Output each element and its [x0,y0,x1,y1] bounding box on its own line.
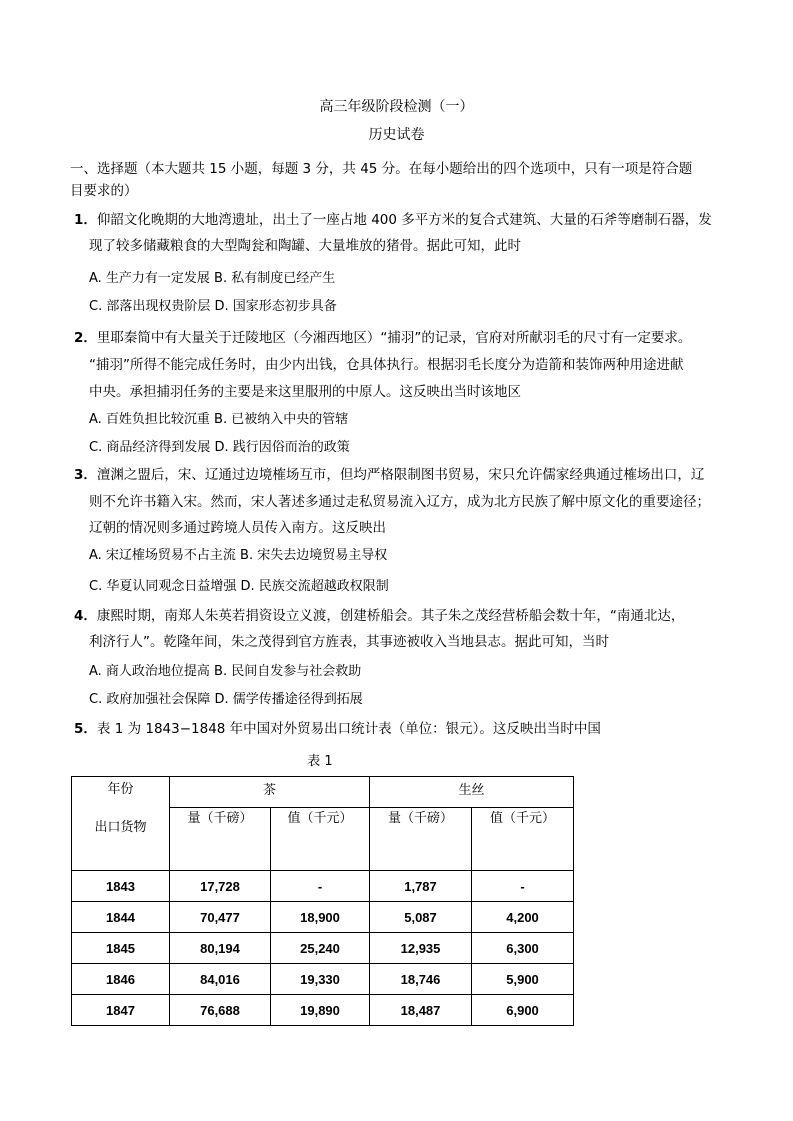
question-number: 1． [74,212,97,228]
table-cell: 6,300 [472,933,574,964]
question-number: 3． [74,467,97,483]
table-cell: 18,746 [370,964,472,995]
table-cell: - [472,871,574,902]
table-row [72,902,574,933]
subheader-tea-value: 值（千元） [271,808,370,871]
question-text-line: 利济行人”。乾隆年间，朱之茂得到官方旌表，其事迹被收入当地县志。据此可知，当时 [89,634,609,650]
question-text-line: 现了较多储藏粮食的大型陶瓮和陶罐、大量堆放的猪骨。据此可知，此时 [89,238,521,254]
section-heading-line2: 目要求的） [70,183,138,199]
question-text-line: “捕羽”所得不能完成任务时，由少内出钱，仓具体执行。根据羽毛长度分为造箭和装饰两种用途进献 [89,357,684,373]
table-cell: 5,087 [370,902,472,933]
question-text-line: 表 1 为 1843−1848 年中国对外贸易出口统计表（单位：银元）。这反映出当时中国 [96,721,601,737]
table-cell: 17,728 [170,871,271,902]
option-line: C. 部落出现权贵阶层 D. 国家形态初步具备 [89,299,337,314]
subheader-silk-value: 值（千元） [472,808,574,871]
row-year: 1844 [72,902,170,933]
export-table [71,776,574,1026]
question-2 [74,329,691,347]
question-number: 5． [74,721,97,737]
question-text-line: 中央。承担捕羽任务的主要是来这里服刑的中原人。这反映出当时该地区 [89,384,521,400]
question-number: 4． [74,608,97,624]
question-text-line: 澶渊之盟后，宋、辽通过边境榷场互市，但均严格限制图书贸易，宋只允许儒家经典通过榷场出口，辽 [96,467,705,483]
table-caption: 表 1 [307,754,333,769]
table-row [72,933,574,964]
row-year: 1843 [72,871,170,902]
option-line: A. 商人政治地位提高 B. 民间自发参与社会救助 [89,664,362,679]
table-corner-header [72,777,170,871]
table-cell: 76,688 [170,995,271,1026]
corner-year-label: 年份 [107,782,134,797]
table-cell: 1,787 [370,871,472,902]
group-header-tea: 茶 [170,777,370,808]
exam-subtitle: 历史试卷 [368,127,425,143]
question-number: 2． [74,330,97,346]
table-cell: 5,900 [472,964,574,995]
table-cell: 70,477 [170,902,271,933]
section-heading-line1: 一、选择题（本大题共 15 小题，每题 3 分，共 45 分。在每小题给出的四个选项中，只有一项是符合题 [70,161,693,177]
option-line: C. 华夏认同观念日益增强 D. 民族交流超越政权限制 [89,579,389,594]
table-cell: 12,935 [370,933,472,964]
option-line: A. 百姓负担比较沉重 B. 已被纳入中央的管辖 [89,412,349,427]
table-cell: 4,200 [472,902,574,933]
subheader-tea-quantity: 量（千磅） [170,808,271,871]
table-cell: 19,890 [271,995,370,1026]
row-year: 1847 [72,995,170,1026]
table-cell: 18,487 [370,995,472,1026]
group-header-silk: 生丝 [370,777,574,808]
question-1 [74,211,712,229]
row-year: 1846 [72,964,170,995]
corner-goods-label: 出口货物 [94,820,147,835]
table-row [72,964,574,995]
table-cell: 19,330 [271,964,370,995]
exam-title: 高三年级阶段检测（一） [319,99,474,115]
option-line: C. 政府加强社会保障 D. 儒学传播途径得到拓展 [89,692,363,707]
question-text-line: 仰韶文化晚期的大地湾遗址，出土了一座占地 400 多平方米的复合式建筑、大量的石斧等磨制石器，发 [96,212,712,228]
table-cell: 25,240 [271,933,370,964]
question-3 [74,466,704,484]
question-5 [74,720,601,738]
option-line: A. 宋辽榷场贸易不占主流 B. 宋失去边境贸易主导权 [89,548,388,563]
table-row [72,995,574,1026]
table-cell: 18,900 [271,902,370,933]
question-text-line: 康熙时期，南郑人朱英若捐资设立义渡，创建桥船会。其子朱之茂经营桥船会数十年，“南通北达， [96,608,685,624]
question-text-line: 则不允许书籍入宋。然而，宋人著述多通过走私贸易流入辽方，成为北方民族了解中原文化的重要途径； [89,494,710,510]
question-text-line: 里耶秦简中有大量关于迁陵地区（今湘西地区）“捕羽”的记录，官府对所献羽毛的尺寸有一定要求。 [96,330,692,346]
table-row [72,871,574,902]
subheader-silk-quantity: 量（千磅） [370,808,472,871]
question-4 [74,607,684,625]
option-line: C. 商品经济得到发展 D. 践行因俗而治的政策 [89,440,350,455]
row-year: 1845 [72,933,170,964]
table-cell: 6,900 [472,995,574,1026]
option-line: A. 生产力有一定发展 B. 私有制度已经产生 [89,271,336,286]
table-cell: 80,194 [170,933,271,964]
table-cell: - [271,871,370,902]
question-text-line: 辽朝的情况则多通过跨境人员传入南方。这反映出 [89,520,386,536]
table-cell: 84,016 [170,964,271,995]
